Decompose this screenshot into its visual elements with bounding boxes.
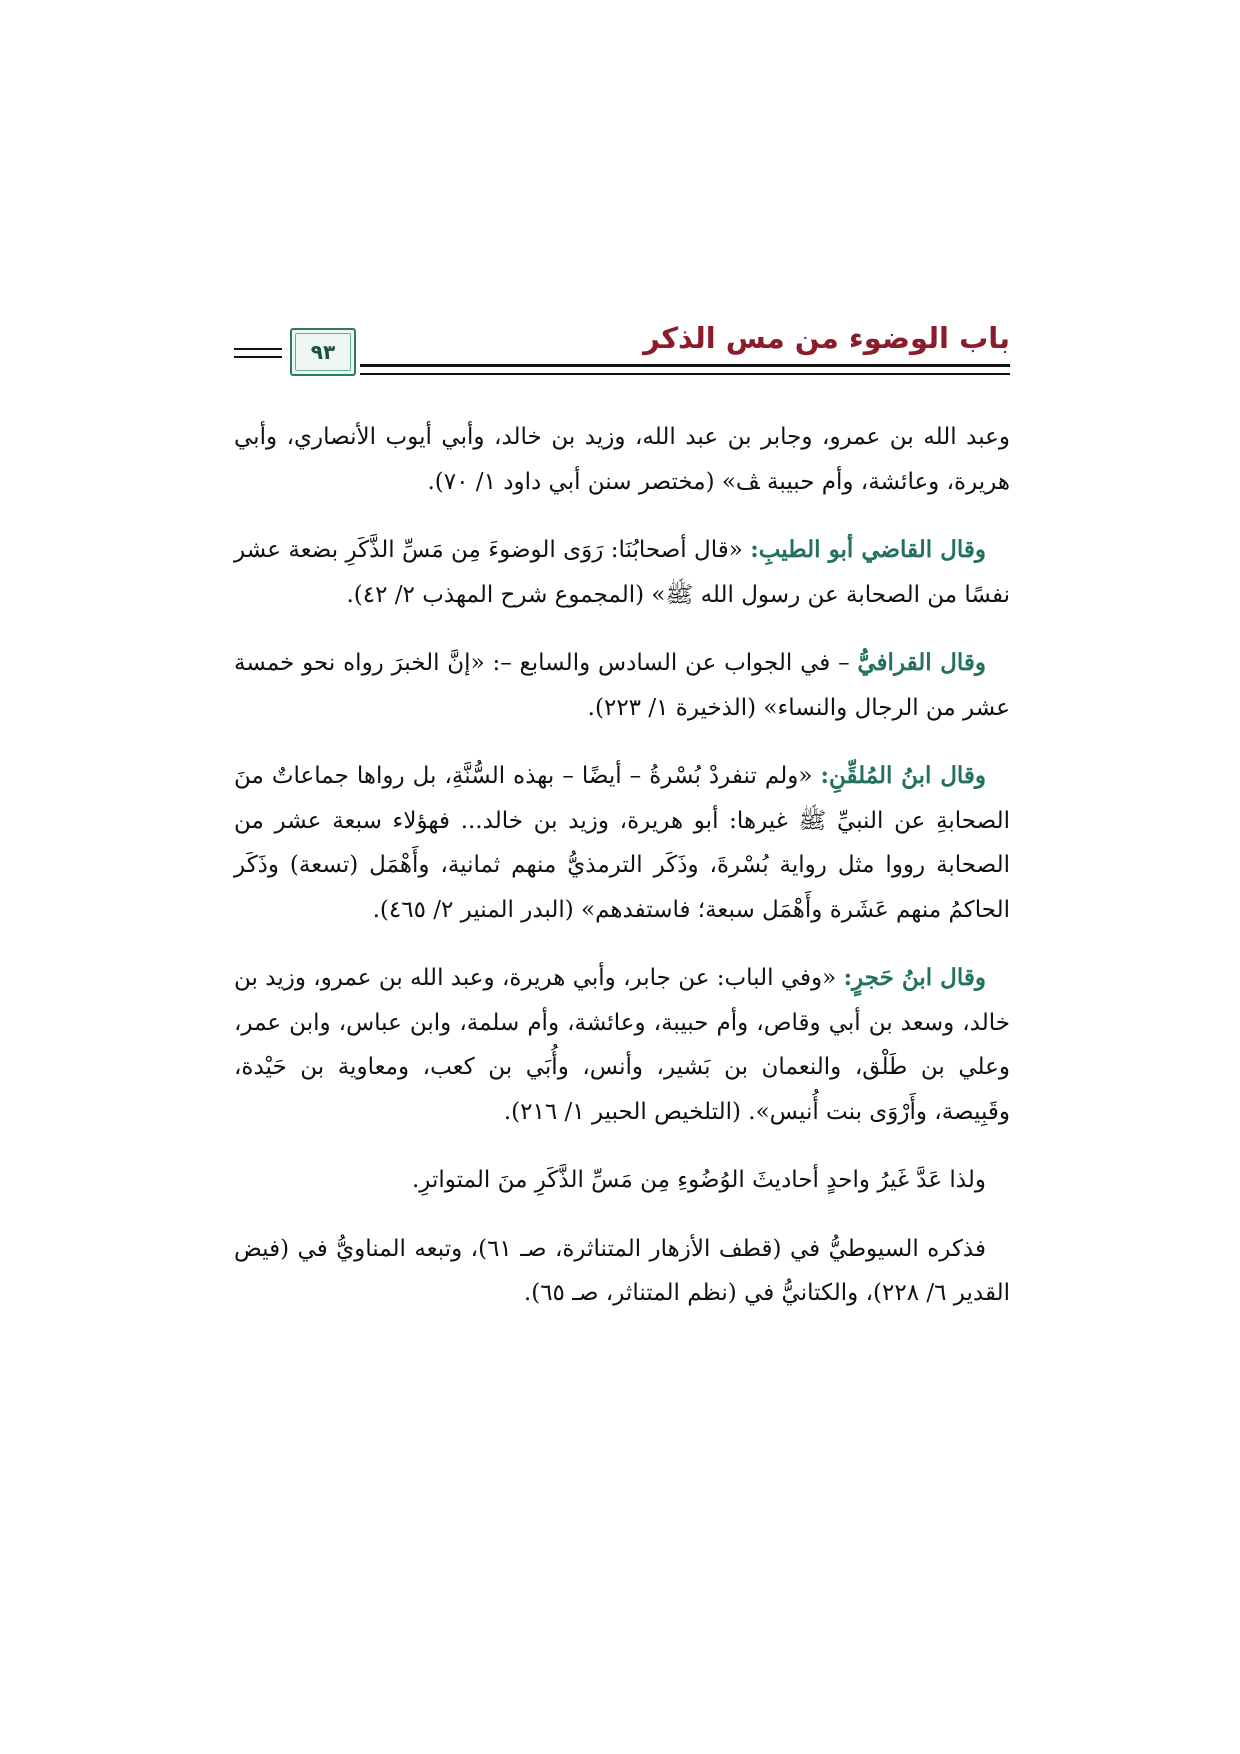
paragraph-lead: وقال ابنُ المُلقِّنِ: bbox=[820, 762, 987, 789]
paragraph-lead: وقال ابنُ حَجرٍ: bbox=[843, 964, 987, 991]
paragraph bbox=[234, 1227, 1010, 1316]
paragraph bbox=[234, 641, 1010, 730]
paragraph-text: «ولم تنفردْ بُسْرةُ – أيضًا – بهذه السُّنَّةِ، بل رواها جماعاتٌ منَ الصحابةِ عن النبيِّ ﷺ غيرها: أبو هريرة، وزيد بن خالد... فهؤلاء سبعة عشر من الصحابة رووا مثل رواية بُسْرةَ، وذَكَر الترمذيُّ منهم ثمانية، وأَهْمَل (تسعة) وذَكَر الحاكمُ منهم عَشَرة وأَهْمَل سبعة؛ فاستفدهم» (البدر المنير ٢/ ٤٦٥). bbox=[234, 763, 1010, 923]
paragraph bbox=[234, 754, 1010, 932]
header-rule-left bbox=[234, 348, 282, 358]
paragraph bbox=[234, 528, 1010, 617]
paragraph-text: – في الجواب عن السادس والسابع –: «إنَّ الخبرَ رواه نحو خمسة عشر من الرجال والنساء» (الذخيرة ١/ ٢٢٣). bbox=[234, 650, 1010, 721]
paragraph-text: ولذا عَدَّ غَيرُ واحدٍ أحاديثَ الوُضُوءِ مِن مَسِّ الذَّكَرِ منَ المتواترِ. bbox=[411, 1167, 986, 1193]
paragraph-text: «قال أصحابُنَا: رَوَى الوضوءَ مِن مَسِّ الذَّكَرِ بضعة عشر نفسًا من الصحابة عن رسول الله ﷺ» (المجموع شرح المهذب ٢/ ٤٢). bbox=[234, 537, 1010, 608]
page-number: ٩٣ bbox=[310, 340, 336, 364]
page-header bbox=[234, 318, 1010, 390]
page-number-frame bbox=[290, 328, 356, 376]
paragraph bbox=[234, 1158, 1010, 1203]
paragraph-text: «وفي الباب: عن جابر، وأبي هريرة، وعبد الله بن عمرو، وزيد بن خالد، وسعد بن أبي وقاص، وأم حبيبة، وعائشة، وأم سلمة، وابن عباس، وابن عمر، وعلي بن طَلْق، والنعمان بن بَشير، وأنس، وأُبَي بن كعب، ومعاوية بن حَيْدة، وقَبِيصة، وأَرْوَى بنت أُنيس». (التلخيص الحبير ١/ ٢١٦). bbox=[234, 965, 1010, 1125]
running-title: باب الوضوء من مس الذكر bbox=[643, 321, 1010, 355]
paragraph-lead: وقال القاضي أبو الطيبِ: bbox=[750, 536, 987, 563]
header-rule-right bbox=[360, 364, 1010, 375]
paragraph bbox=[234, 415, 1010, 504]
paragraph bbox=[234, 956, 1010, 1134]
paragraph-text: وعبد الله بن عمرو، وجابر بن عبد الله، وزيد بن خالد، وأبي أيوب الأنصاري، وأبي هريرة، وعائشة، وأم حبيبة ﭫ» (مختصر سنن أبي داود ١/ ٧٠). bbox=[234, 424, 1010, 495]
paragraph-text: فذكره السيوطيُّ في (قطف الأزهار المتناثرة، صـ ٦١)، وتبعه المناويُّ في (فيض القدير ٦/ ٢٢٨)، والكتانيُّ في (نظم المتناثر، صـ ٦٥). bbox=[234, 1235, 1010, 1306]
main-text bbox=[234, 415, 1010, 1340]
paragraph-lead: وقال القرافيُّ bbox=[857, 649, 987, 676]
